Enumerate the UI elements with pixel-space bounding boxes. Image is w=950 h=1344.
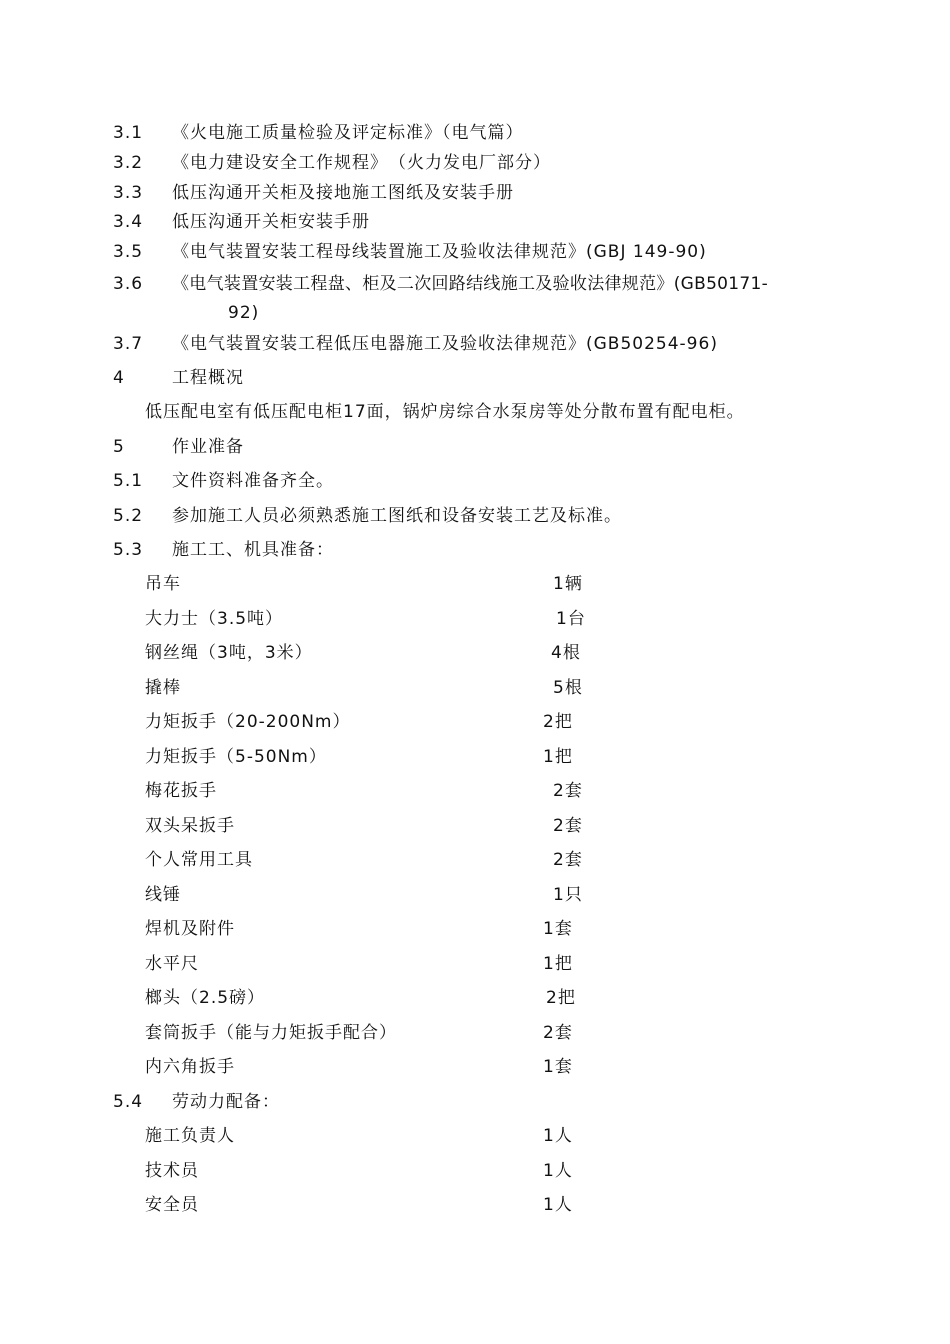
tool-name: 力矩扳手（5-50Nm） xyxy=(145,747,327,767)
tool-quantity: 4根 xyxy=(551,643,581,663)
tool-quantity: 1只 xyxy=(553,885,583,905)
tool-name: 梅花扳手 xyxy=(145,781,217,801)
tool-name: 双头呆扳手 xyxy=(145,816,235,836)
tool-quantity: 2套 xyxy=(553,781,583,801)
tool-quantity: 2把 xyxy=(546,988,576,1008)
tool-name: 内六角扳手 xyxy=(145,1057,235,1077)
tool-quantity: 2把 xyxy=(543,712,573,732)
section-body: 低压配电室有低压配电柜17面，锅炉房综合水泵房等处分散布置有配电柜。 xyxy=(145,402,745,422)
reference-number: 3.3 xyxy=(113,183,144,203)
subsection-text: 施工工、机具准备： xyxy=(172,540,334,560)
reference-text: 《火电施工质量检验及评定标准》（电气篇） xyxy=(172,123,524,143)
section-title: 工程概况 xyxy=(172,368,244,388)
tool-name: 线锤 xyxy=(145,885,181,905)
reference-text: 《电气装置安装工程盘、柜及二次回路结线施工及验收法律规范》(GB50171- xyxy=(172,274,769,294)
tool-quantity: 1辆 xyxy=(553,574,583,594)
tool-quantity: 1套 xyxy=(543,919,573,939)
tool-name: 水平尺 xyxy=(145,954,199,974)
subsection-number: 5.3 xyxy=(113,540,144,560)
labor-role: 施工负责人 xyxy=(145,1126,235,1146)
reference-number: 3.7 xyxy=(113,334,144,354)
tool-name: 榔头（2.5磅） xyxy=(145,988,266,1008)
tool-name: 个人常用工具 xyxy=(145,850,253,870)
tool-quantity: 2套 xyxy=(553,850,583,870)
tool-name: 撬棒 xyxy=(145,678,181,698)
subsection-number: 5.1 xyxy=(113,471,144,491)
reference-number: 3.5 xyxy=(113,242,144,262)
tool-quantity: 1台 xyxy=(556,609,586,629)
subsection-text: 劳动力配备： xyxy=(172,1092,280,1112)
subsection-number: 5.2 xyxy=(113,506,144,526)
reference-text: 《电气装置安装工程母线装置施工及验收法律规范》(GBJ 149-90) xyxy=(172,242,707,262)
labor-role: 技术员 xyxy=(145,1161,199,1181)
labor-role: 安全员 xyxy=(145,1195,199,1215)
reference-number: 3.4 xyxy=(113,212,144,232)
reference-text: 《电气装置安装工程低压电器施工及验收法律规范》(GB50254-96) xyxy=(172,334,718,354)
tool-quantity: 5根 xyxy=(553,678,583,698)
tool-name: 钢丝绳（3吨，3米） xyxy=(145,643,313,663)
reference-number: 3.1 xyxy=(113,123,144,143)
tool-name: 套筒扳手（能与力矩扳手配合） xyxy=(145,1023,397,1043)
tool-name: 大力士（3.5吨） xyxy=(145,609,284,629)
section-number: 5 xyxy=(113,437,125,457)
reference-text: 《电力建设安全工作规程》 （火力发电厂部分） xyxy=(172,153,551,173)
labor-quantity: 1人 xyxy=(543,1161,573,1181)
reference-number: 3.6 xyxy=(113,274,144,294)
tool-name: 焊机及附件 xyxy=(145,919,235,939)
reference-text-continued: 92) xyxy=(228,303,260,323)
reference-number: 3.2 xyxy=(113,153,144,173)
tool-name: 吊车 xyxy=(145,574,181,594)
subsection-text: 文件资料准备齐全。 xyxy=(172,471,334,491)
tool-quantity: 2套 xyxy=(553,816,583,836)
tool-quantity: 1把 xyxy=(543,747,573,767)
reference-text: 低压沟通开关柜安装手册 xyxy=(172,212,370,232)
section-number: 4 xyxy=(113,368,125,388)
reference-text: 低压沟通开关柜及接地施工图纸及安装手册 xyxy=(172,183,514,203)
tool-quantity: 1把 xyxy=(543,954,573,974)
subsection-text: 参加施工人员必须熟悉施工图纸和设备安装工艺及标准。 xyxy=(172,506,622,526)
tool-quantity: 1套 xyxy=(543,1057,573,1077)
labor-quantity: 1人 xyxy=(543,1195,573,1215)
section-title: 作业准备 xyxy=(172,437,244,457)
labor-quantity: 1人 xyxy=(543,1126,573,1146)
tool-name: 力矩扳手（20-200Nm） xyxy=(145,712,351,732)
subsection-number: 5.4 xyxy=(113,1092,144,1112)
tool-quantity: 2套 xyxy=(543,1023,573,1043)
